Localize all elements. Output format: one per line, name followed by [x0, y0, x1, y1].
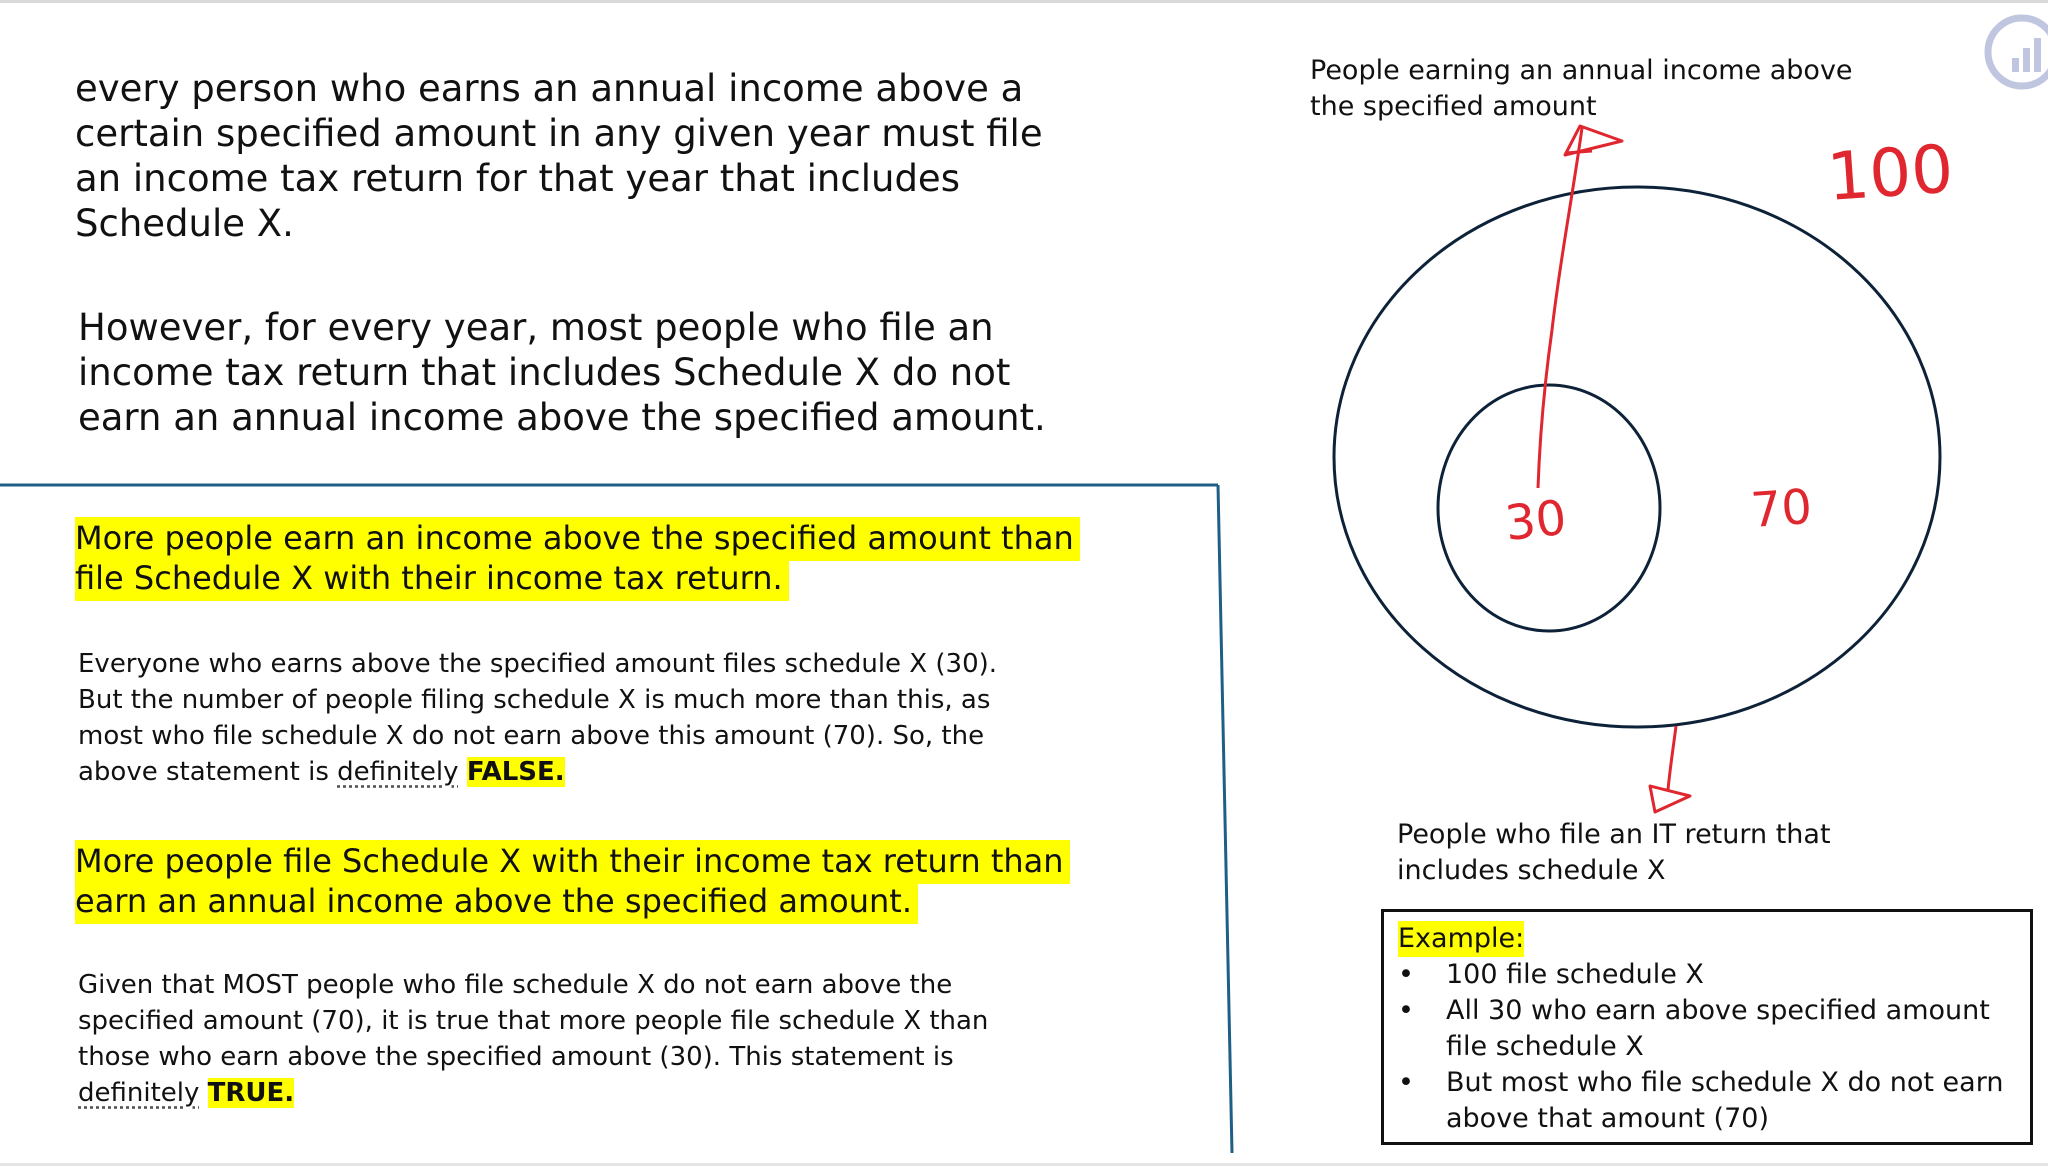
annotation-arrow-down	[1668, 726, 1676, 790]
example-item: • 100 file schedule X	[1398, 957, 2018, 993]
outer-count: 70	[1748, 478, 1814, 539]
definitely-word-2: definitely	[78, 1078, 200, 1108]
inner-set-label: People earning an annual income above the specified amount	[1310, 55, 1853, 122]
chart-logo-icon	[1988, 18, 2048, 86]
bullet-icon: •	[1398, 959, 1414, 990]
statement-part1: every person who earns an annual income above a certain specified amount in any given year must file an income tax return for that year that includes Schedule X.	[75, 67, 1043, 245]
option2-explanation: Given that MOST people who file schedule X do not earn above the specified amount (70), it is true that more people file schedule X than those who earn above the specified amount (30). This statement is definitely TRUE.	[78, 970, 989, 1108]
example-list	[1398, 957, 2018, 1137]
verdict-true: TRUE.	[207, 1078, 295, 1108]
bullet-icon: •	[1398, 995, 1414, 1026]
statement-part2: However, for every year, most people who file an income tax return that includes Schedule X do not earn an annual income above the specified amount.	[78, 306, 1046, 439]
option1-explanation: Everyone who earns above the specified amount files schedule X (30). But the number of people filing schedule X is much more than this, as most who file schedule X do not earn above this amount (70). So, the above statement is definitely FALSE.	[78, 649, 998, 787]
example-item: • But most who file schedule X do not earn above that amount (70)	[1398, 1067, 2004, 1134]
option1-claim: More people earn an income above the specified amount than file Schedule X with their income tax return.	[75, 518, 1125, 598]
example-title: Example:	[1398, 921, 1524, 957]
outer-set-label: People who file an IT return that includes schedule X	[1397, 819, 1831, 886]
arrowhead-up-icon	[1565, 126, 1622, 155]
total-annotation: 100	[1824, 130, 1956, 216]
annotation-arrow-up	[1538, 128, 1582, 488]
definitely-word-1: definitely	[337, 757, 459, 787]
inner-count: 30	[1502, 489, 1569, 552]
verdict-false: FALSE	[466, 757, 555, 787]
outer-set-circle	[1334, 187, 1940, 727]
option2-claim: More people file Schedule X with their income tax return than earn an annual income above the specified amount.	[75, 841, 1075, 921]
vertical-divider	[1218, 485, 1232, 1153]
bullet-icon: •	[1398, 1067, 1414, 1098]
arrowhead-down-icon	[1650, 786, 1690, 812]
example-box	[1381, 909, 2033, 1145]
example-item: • All 30 who earn above specified amount file schedule X	[1398, 995, 1990, 1062]
